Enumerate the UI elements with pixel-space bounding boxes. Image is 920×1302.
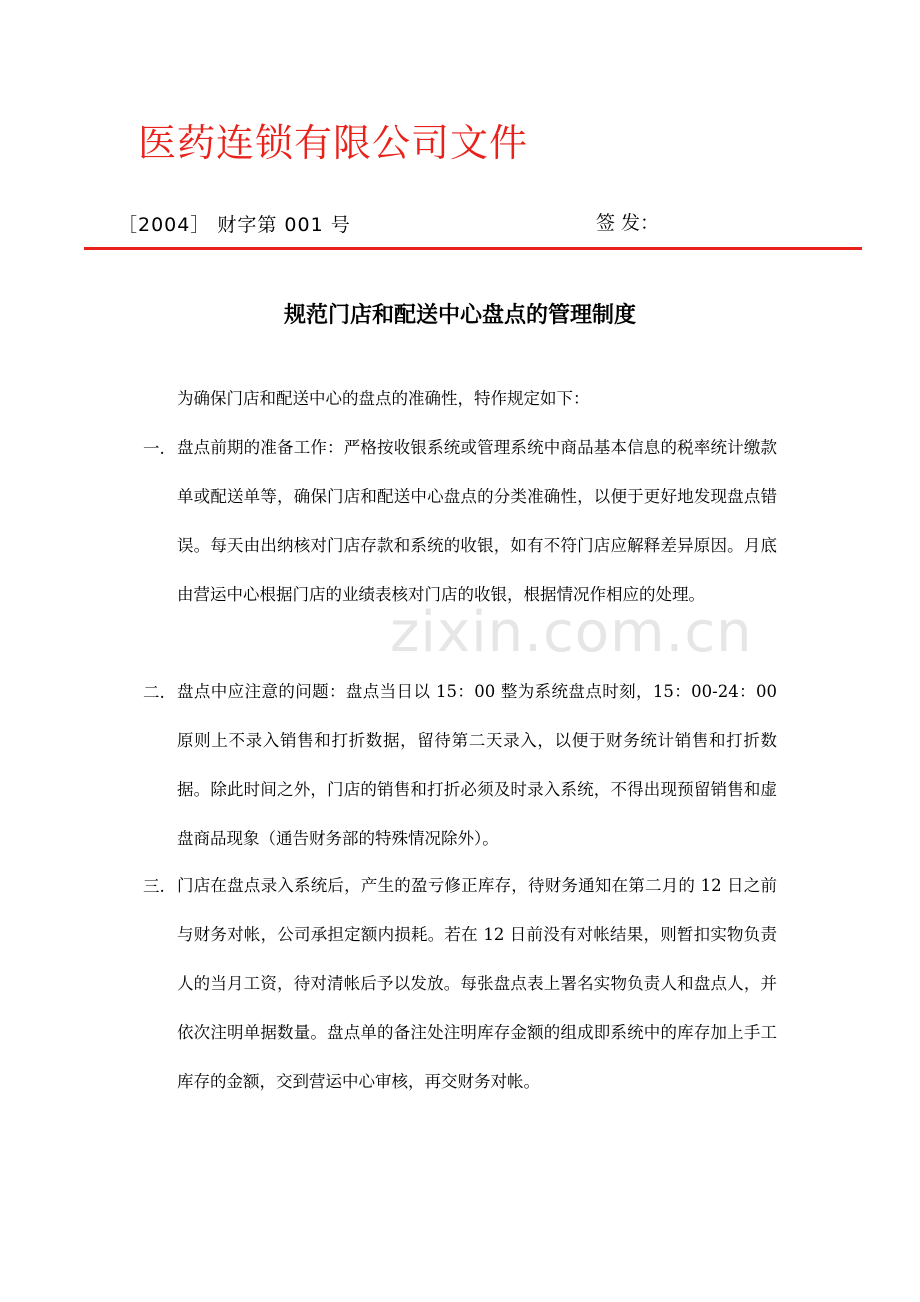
item-text: 盘点前期的准备工作：严格按收银系统或管理系统中商品基本信息的税率统计缴款单或配送单等，确保门店和配送中心盘点的分类准确性，以便于更好地发现盘点错误。每天由出纳核对门店存款和系统的收银，如有不符门店应解释差异原因。月底由营运中心根据门店的业绩表核对门店的收银，根据情况作相应的处理。	[177, 438, 777, 604]
org-title: 医药连锁有限公司文件	[138, 121, 529, 165]
item-text: 盘点中应注意的问题：盘点当日以 15：00 整为系统盘点时刻，15：00-24：00 原则上不录入销售和打折数据，留待第二天录入，以便于财务统计销售和打折数据。除此时间之外，门店的销售和打折必须及时录入系统，不得出现预留销售和虚盘商品现象（通告财务部的特殊情况除外）。	[177, 682, 777, 848]
signer-label: 签 发：	[596, 212, 660, 234]
item-number: 一.	[143, 439, 165, 458]
watermark: zixin.com.cn	[390, 600, 753, 665]
item-number: 二.	[143, 683, 165, 702]
document-title: 规范门店和配送中心盘点的管理制度	[283, 302, 636, 328]
doc-number: ［2004］ 财字第 001 号	[118, 214, 351, 236]
item-text: 门店在盘点录入系统后，产生的盈亏修正库存，待财务通知在第二月的 12 日之前与财务对帐，公司承担定额内损耗。若在 12 日前没有对帐结果，则暂扣实物负责人的当月工资，待对清帐后予以发放。每张盘点表上署名实物负责人和盘点人，并依次注明单据数量。盘点单的备注处注明库存金额的组成即系统中的库存加上手工库存的金额，交到营运中心审核，再交财务对帐。	[177, 876, 777, 1091]
header-divider	[84, 247, 862, 250]
intro-paragraph: 为确保门店和配送中心的盘点的准确性，特作规定如下：	[177, 389, 590, 408]
item-number: 三.	[143, 877, 165, 896]
